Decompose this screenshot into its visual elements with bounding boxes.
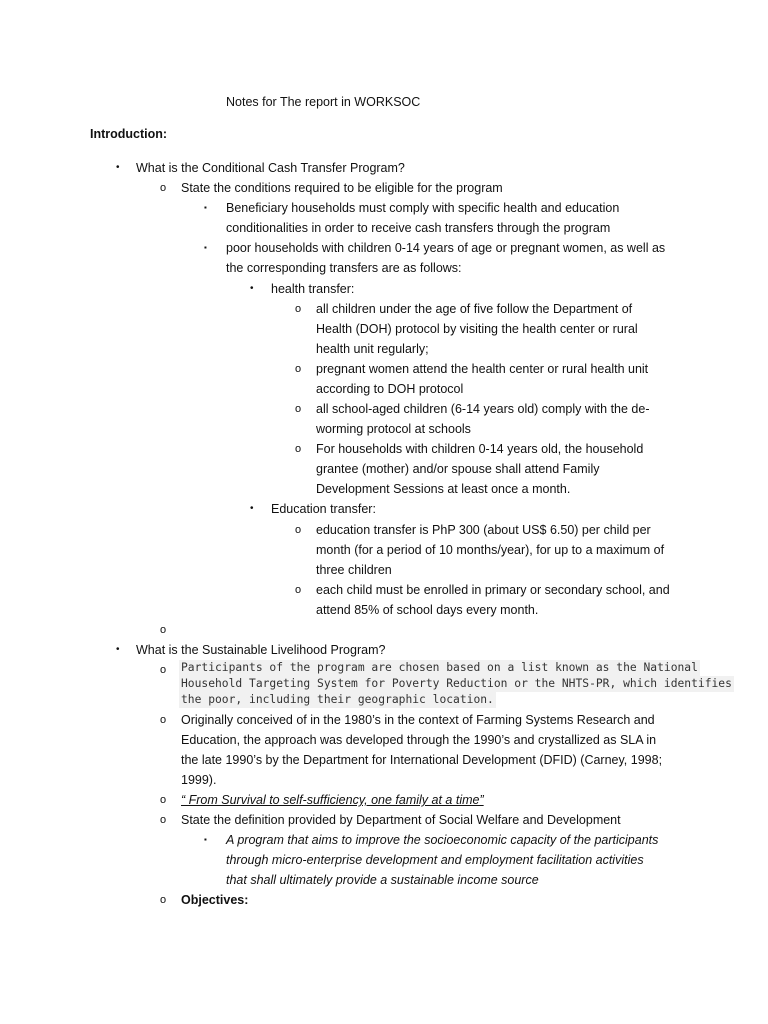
participants-item: Participants of the program are chosen based on a list known as the National [181,661,698,674]
education-item: education transfer is PhP 300 (about US$ 6.50) per child per [316,523,651,537]
circle-marker: o [160,664,167,676]
health-item-cont: Health (DOH) protocol by visiting the health center or rural [316,322,638,336]
health-item-cont: according to DOH protocol [316,382,464,396]
origin-item-cont: Education, the approach was developed through the 1990’s and crystallized as SLA in [181,733,657,747]
introduction-heading: Introduction: [90,127,168,141]
state-conditions-item: State the conditions required to be eligible for the program [181,181,503,195]
education-item-cont: three children [316,563,392,577]
bullet-marker: • [116,162,120,173]
education-item-cont: month (for a period of 10 months/year), for up to a maximum of [316,543,665,557]
bullet-marker: • [116,644,120,655]
circle-marker: o [295,403,302,415]
poor-households-item: poor households with children 0-14 years of age or pregnant women, as well as [226,241,666,255]
definition-item-cont: that shall ultimately provide a sustainable income source [226,873,539,887]
beneficiary-item: Beneficiary households must comply with specific health and education [226,201,620,215]
circle-marker: o [295,584,302,596]
education-transfer-heading: Education transfer: [271,502,376,516]
participants-item-cont: Household Targeting System for Poverty Reduction or the NHTS-PR, which identifies [181,677,732,690]
slp-question: What is the Sustainable Livelihood Program? [136,643,386,657]
state-definition-item: State the definition provided by Department of Social Welfare and Development [181,813,621,827]
circle-marker: o [295,524,302,536]
health-item: all children under the age of five follow the Department of [316,302,633,316]
circle-marker: o [295,303,302,315]
objectives-heading: Objectives: [181,893,249,907]
poor-households-item-cont: the corresponding transfers are as follows: [226,261,462,275]
square-marker: ▪ [204,203,207,212]
origin-item: Originally conceived of in the 1980’s in the context of Farming Systems Research and [181,713,655,727]
education-item-cont: attend 85% of school days every month. [316,603,539,617]
bullet-marker: • [250,503,254,514]
circle-marker: o [295,443,302,455]
circle-marker: o [160,894,167,906]
origin-item-cont: the late 1990’s by the Department for International Development (DFID) (Carney, 1998; [181,753,663,767]
health-item: pregnant women attend the health center or rural health unit [316,362,649,376]
circle-marker: o [160,624,167,636]
health-item: all school-aged children (6-14 years old) comply with the de- [316,402,650,416]
square-marker: ▪ [204,243,207,252]
health-item-cont: Development Sessions at least once a month. [316,482,571,496]
participants-item-cont: the poor, including their geographic location. [181,693,494,706]
definition-item-cont: through micro-enterprise development and employment facilitation activities [226,853,644,867]
cct-question: What is the Conditional Cash Transfer Program? [136,161,405,175]
health-transfer-heading: health transfer: [271,282,355,296]
circle-marker: o [295,363,302,375]
origin-item-cont: 1999). [181,773,217,787]
square-marker: ▪ [204,835,207,844]
health-item-cont: grantee (mother) and/or spouse shall attend Family [316,462,600,476]
health-item: For households with children 0-14 years old, the household [316,442,644,456]
health-item-cont: worming protocol at schools [316,422,471,436]
circle-marker: o [160,182,167,194]
circle-marker: o [160,714,167,726]
beneficiary-item-cont: conditionalities in order to receive cash transfers through the program [226,221,611,235]
document-title: Notes for The report in WORKSOC [226,95,421,109]
circle-marker: o [160,794,167,806]
bullet-marker: • [250,283,254,294]
health-item-cont: health unit regularly; [316,342,429,356]
slogan-item: “ From Survival to self-sufficiency, one family at a time” [181,793,484,807]
circle-marker: o [160,814,167,826]
education-item: each child must be enrolled in primary or secondary school, and [316,583,670,597]
definition-item: A program that aims to improve the socioeconomic capacity of the participants [226,833,659,847]
